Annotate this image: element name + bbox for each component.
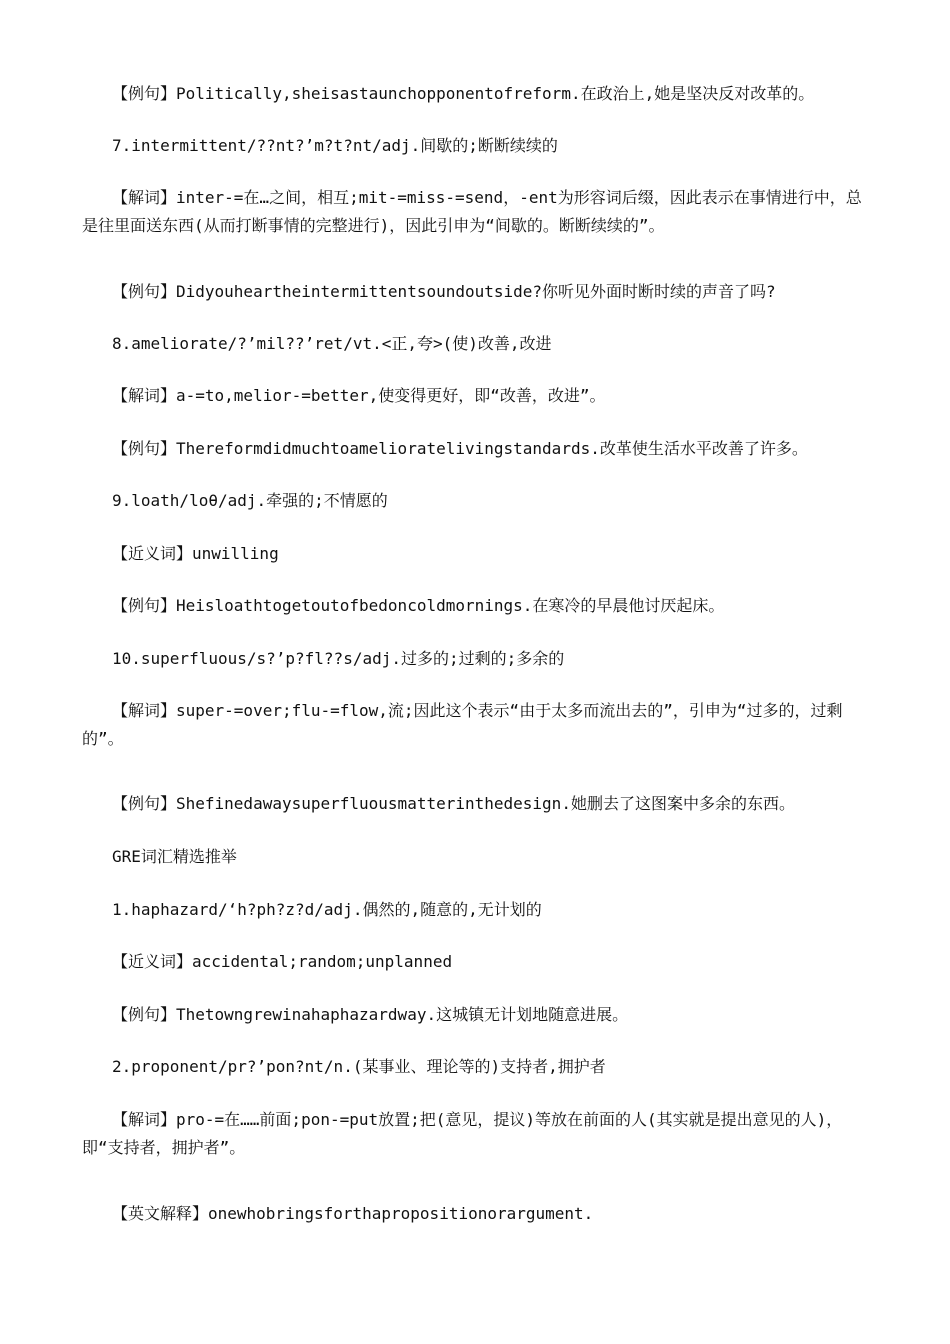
entry-intermittent: 7.intermittent/??nt?’m?t?nt/adj.间歇的;断断续续的 <box>112 136 558 155</box>
synonyms-loath: 【近义词】unwilling <box>112 544 279 563</box>
section-heading-gre: GRE词汇精选推举 <box>112 847 237 866</box>
entry-proponent: 2.proponent/pr?’pon?nt/n.(某事业、理论等的)支持者,拥护者 <box>112 1057 606 1076</box>
etymology-proponent: 【解词】pro-=在……前面;pon-=put放置;把(意见，提议)等放在前面的人(其实就是提出意见的人)，即“支持者，拥护者”。 <box>82 1110 843 1157</box>
entry-superfluous: 10.superfluous/s?’p?fl??s/adj.过多的;过剩的;多余的 <box>112 649 565 668</box>
entry-haphazard: 1.haphazard/‘h?ph?z?d/adj.偶然的,随意的,无计划的 <box>112 900 542 919</box>
example-sentence-ameliorate: 【例句】Thereformdidmuchtoamelioratelivingstandards.改革使生活水平改善了许多。 <box>112 439 808 458</box>
etymology-superfluous: 【解词】super-=over;flu-=flow,流;因此这个表示“由于太多而流出去的”，引申为“过多的，过剩的”。 <box>82 701 843 748</box>
synonyms-haphazard: 【近义词】accidental;random;unplanned <box>112 952 453 971</box>
example-sentence-loath: 【例句】Heisloathtogetoutofbedoncoldmornings.在寒冷的早晨他讨厌起床。 <box>112 596 725 615</box>
english-definition-proponent: 【英文解释】onewhobringsforthapropositionorargument. <box>112 1204 594 1223</box>
entry-ameliorate: 8.ameliorate/?’mil??’ret/vt.<正,夸>(使)改善,改进 <box>112 334 552 353</box>
etymology-intermittent: 【解词】inter-=在…之间，相互;mit-=miss-=send，-ent为形容词后缀，因此表示在事情进行中，总是往里面送东西(从而打断事情的完整进行)，因此引申为“间歇的。断断续续的”。 <box>82 188 862 235</box>
etymology-ameliorate: 【解词】a-=to,melior-=better,使变得更好，即“改善，改进”。 <box>112 386 606 405</box>
example-sentence-staunch: 【例句】Politically,sheisastaunchopponentofreform.在政治上,她是坚决反对改革的。 <box>112 84 815 103</box>
entry-loath: 9.loath/loθ/adj.牵强的;不情愿的 <box>112 491 388 510</box>
example-sentence-haphazard: 【例句】Thetowngrewinahaphazardway.这城镇无计划地随意进展。 <box>112 1005 629 1024</box>
example-sentence-superfluous: 【例句】Shefinedawaysuperfluousmatterinthedesign.她删去了这图案中多余的东西。 <box>112 794 795 813</box>
example-sentence-intermittent: 【例句】Didyouheartheintermittentsoundoutside?你听见外面时断时续的声音了吗? <box>112 282 776 301</box>
